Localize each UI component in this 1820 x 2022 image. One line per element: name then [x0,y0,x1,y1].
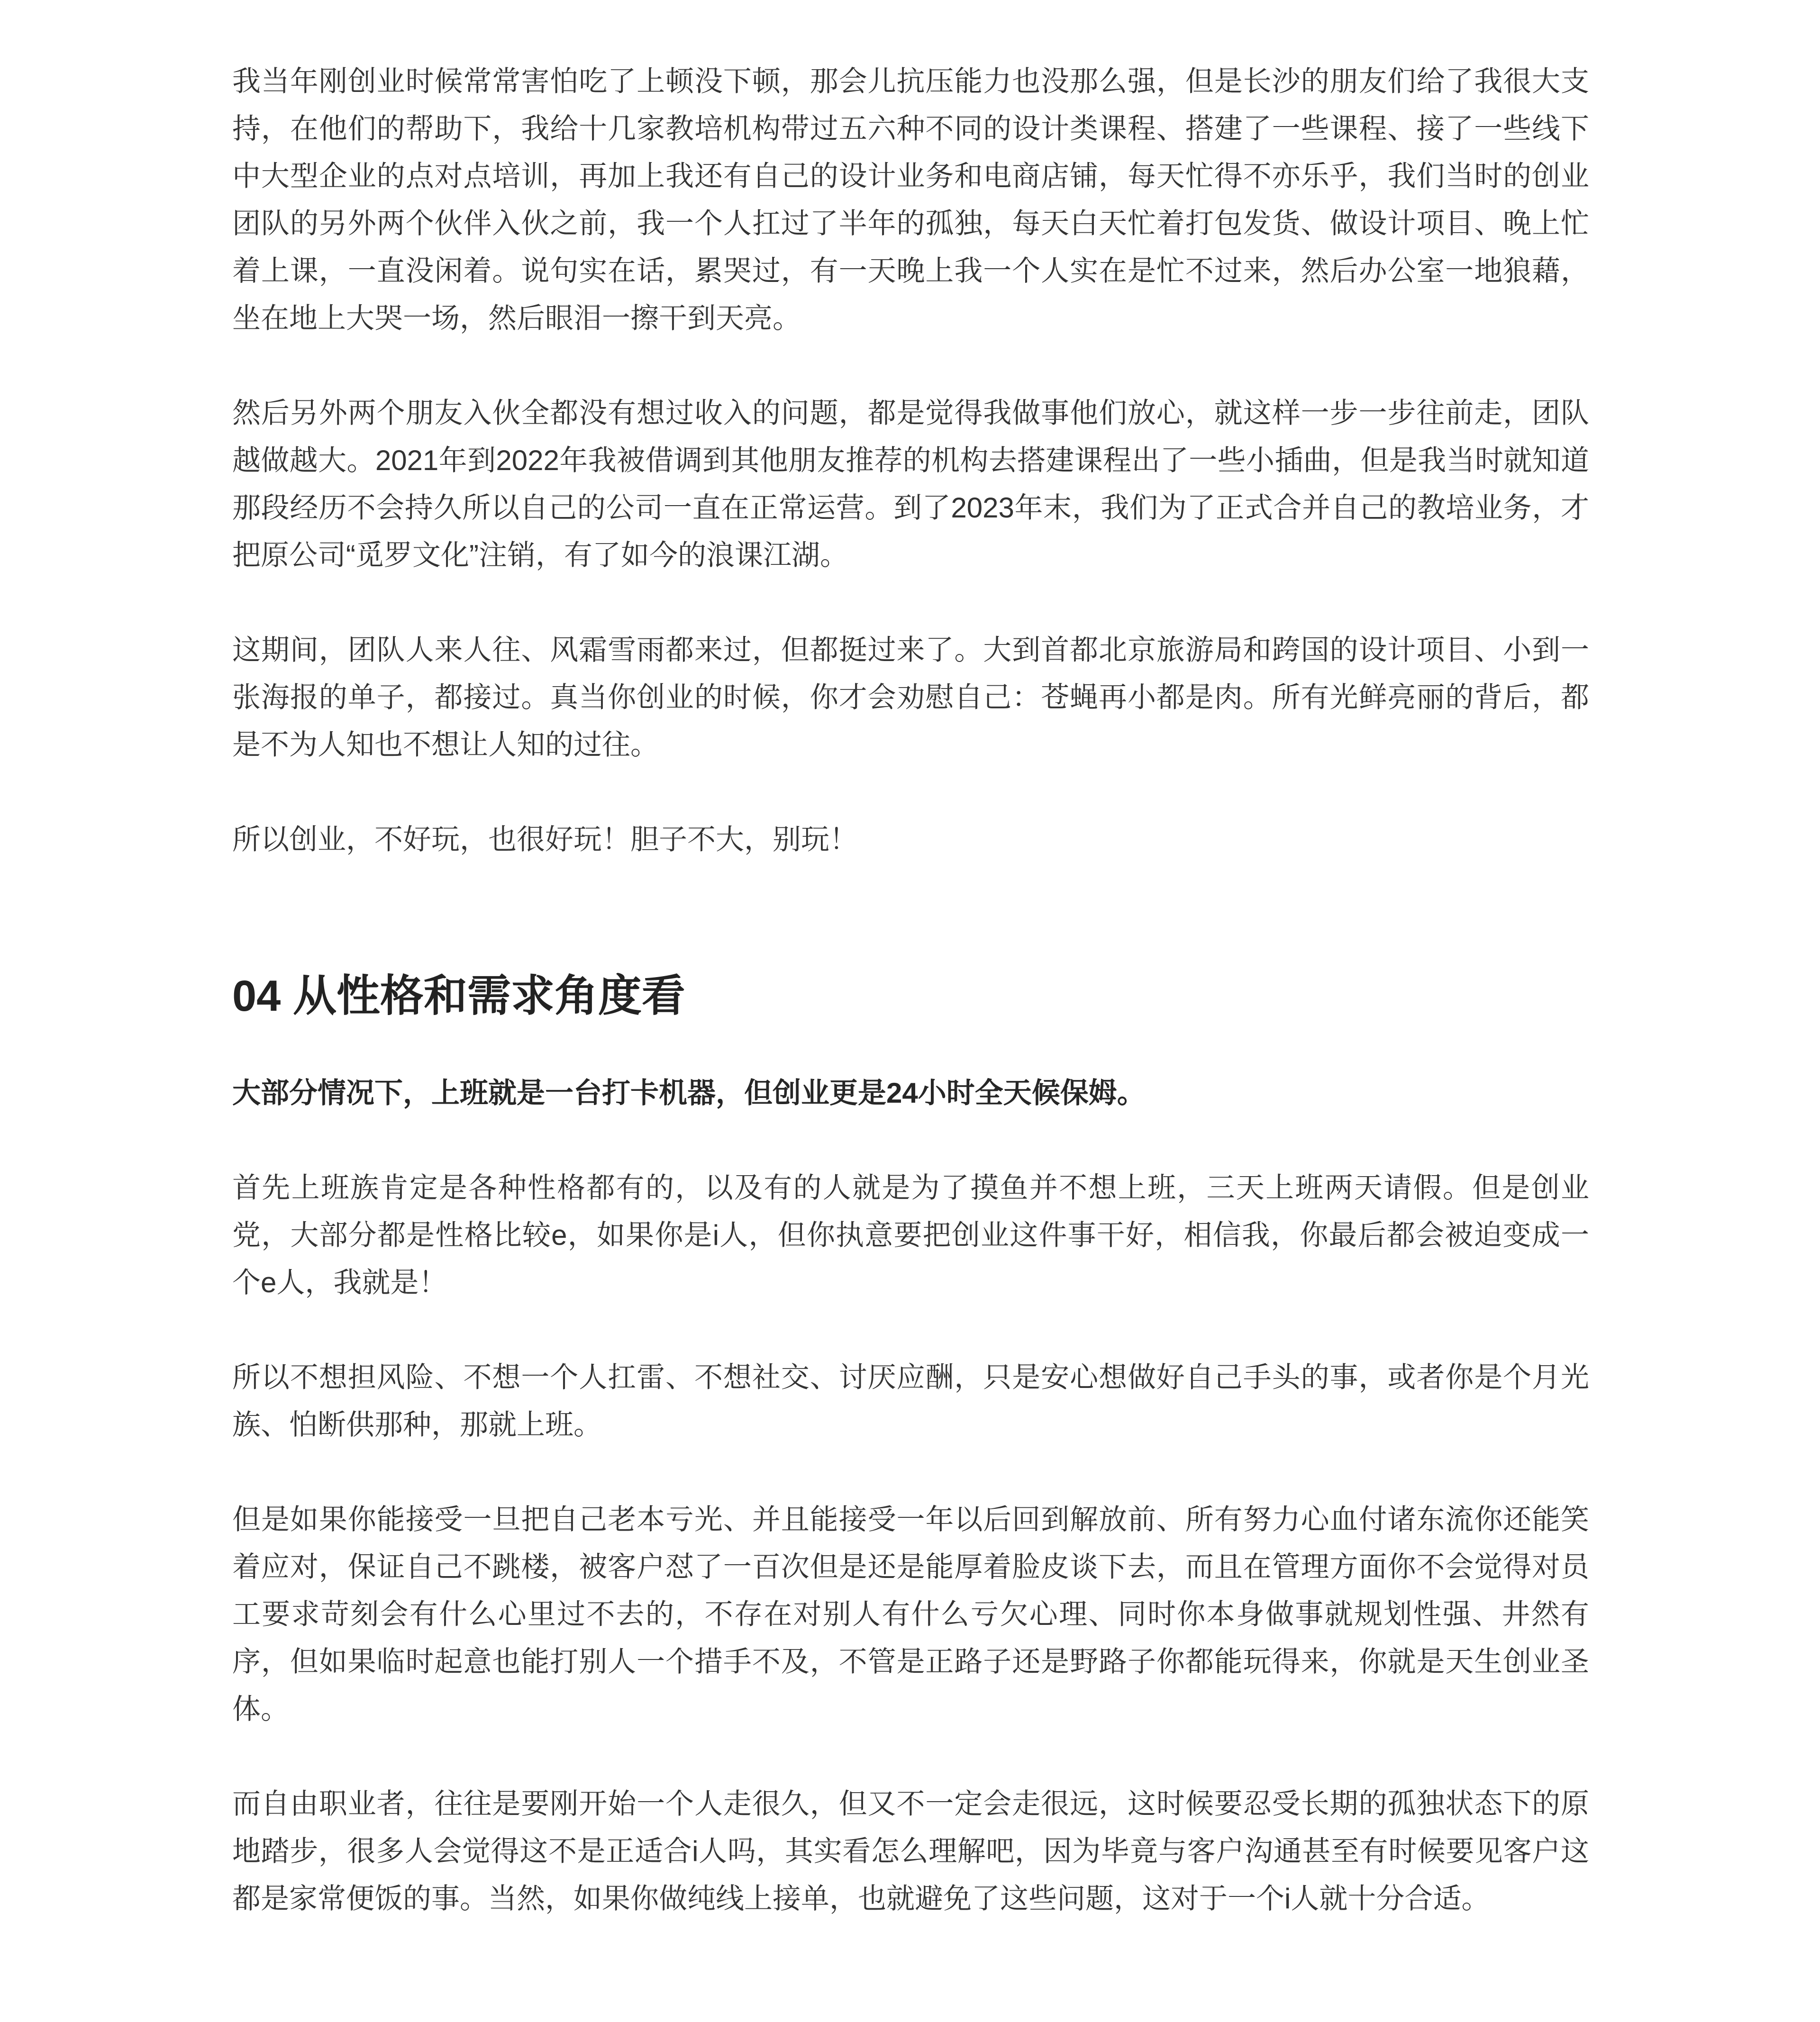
section-paragraph-2: 所以不想担风险、不想一个人扛雷、不想社交、讨厌应酬，只是安心想做好自己手头的事，或者你是个月光族、怕断供那种，那就上班。 [232,1361,1589,1441]
intro-paragraph-2: 然后另外两个朋友入伙全都没有想过收入的问题，都是觉得我做事他们放心，就这样一步一步往前走，团队越做越大。2021年到2022年我被借调到其他朋友推荐的机构去搭建课程出了一些小插曲，但是我当时就知道那段经历不会持久所以自己的公司一直在正常运营。到了2023年末，我们为了正式合并自己的教培业务，才把原公司“觅罗文化”注销，有了如今的浪课江湖。 [232,397,1589,571]
intro-paragraph-1: 我当年刚创业时候常常害怕吃了上顿没下顿，那会儿抗压能力也没那么强，但是长沙的朋友们给了我很大支持，在他们的帮助下，我给十几家教培机构带过五六种不同的设计类课程、搭建了一些课程、接了一些线下中大型企业的点对点培训，再加上我还有自己的设计业务和电商店铺，每天忙得不亦乐乎，我们当时的创业团队的另外两个伙伴入伙之前，我一个人扛过了半年的孤独，每天白天忙着打包发货、做设计项目、晚上忙着上课，一直没闲着。说句实在话，累哭过，有一天晚上我一个人实在是忙不过来，然后办公室一地狼藉，坐在地上大哭一场，然后眼泪一擦干到天亮。 [232,65,1589,334]
section-paragraph-3: 但是如果你能接受一旦把自己老本亏光、并且能接受一年以后回到解放前、所有努力心血付诸东流你还能笑着应对，保证自己不跳楼，被客户怼了一百次但是还是能厚着脸皮谈下去，而且在管理方面你不会觉得对员工要求苛刻会有什么心里过不去的，不存在对别人有什么亏欠心理、同时你本身做事就规划性强、井然有序，但如果临时起意也能打别人一个措手不及，不管是正路子还是野路子你都能玩得来，你就是天生创业圣体。 [232,1504,1589,1725]
intro-paragraph-4: 所以创业，不好玩，也很好玩！胆子不大，别玩！ [232,824,858,855]
section-lead-paragraph: 大部分情况下，上班就是一台打卡机器，但创业更是24小时全天候保姆。 [232,1077,1146,1109]
section-heading: 04 从性格和需求角度看 [232,972,685,1020]
section-paragraph-1: 首先上班族肯定是各种性格都有的，以及有的人就是为了摸鱼并不想上班，三天上班两天请假。但是创业党，大部分都是性格比较e，如果你是i人，但你执意要把创业这件事干好，相信我，你最后都会被迫变成一个e人，我就是！ [232,1172,1589,1298]
section-paragraph-4: 而自由职业者，往往是要刚开始一个人走很久，但又不一定会走很远，这时候要忍受长期的孤独状态下的原地踏步，很多人会觉得这不是正适合i人吗，其实看怎么理解吧，因为毕竟与客户沟通甚至有时候要见客户这都是家常便饭的事。当然，如果你做纯线上接单，也就避免了这些问题，这对于一个i人就十分合适。 [232,1788,1589,1914]
intro-paragraph-3: 这期间，团队人来人往、风霜雪雨都来过，但都挺过来了。大到首都北京旅游局和跨国的设计项目、小到一张海报的单子，都接过。真当你创业的时候，你才会劝慰自己：苍蝇再小都是肉。所有光鲜亮丽的背后，都是不为人知也不想让人知的过往。 [232,634,1589,761]
